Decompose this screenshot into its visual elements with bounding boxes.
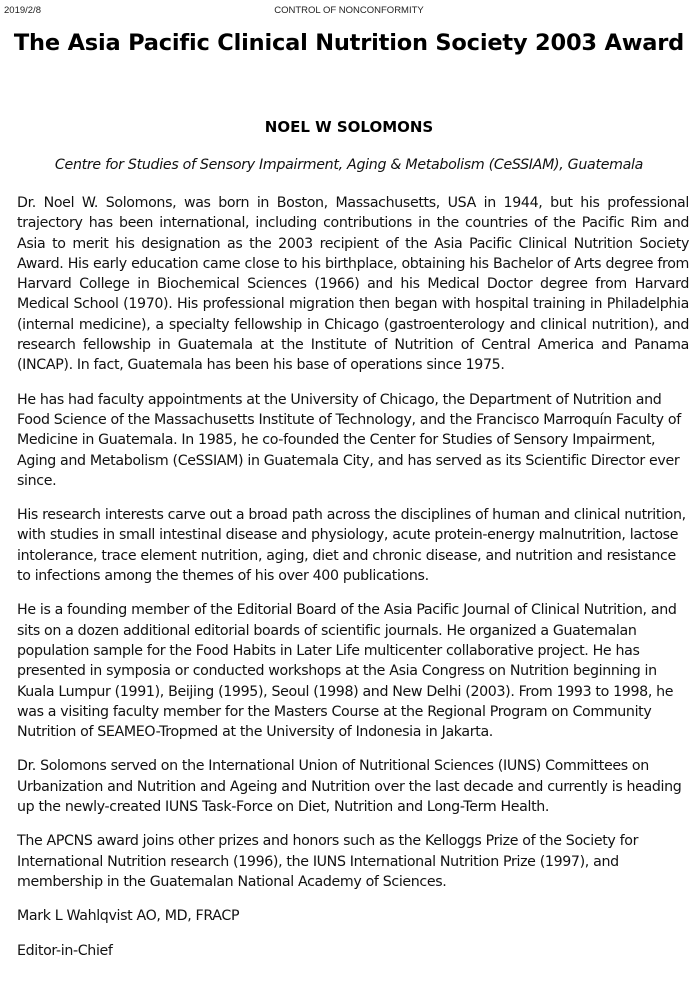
- paragraph-research: His research interests carve out a broad path across the disciplines of human and clinical nutrition, with studies in small intestinal disease and physiology, acute protein-energy malnutrition, lactose intolerance, trace element nutrition, aging, diet and chronic disease, and nutrition and resistance to infections among the themes of his over 400 publications.: [17, 507, 686, 585]
- paragraph-editorial: He is a founding member of the Editorial Board of the Asia Pacific Journal of Clinical Nutrition, and sits on a dozen additional editorial boards of scientific journals. He organized a Guatemalan population sample for the Food Habits in Later Life multicenter collaborative project. He has presented in symposia or conducted workshops at the Asia Congress on Nutrition beginning in Kuala Lumpur (1991), Beijing (1995), Seoul (1998) and New Delhi (2003). From 1993 to 1998, he was a visiting faculty member for the Masters Course at the Regional Program on Community Nutrition of SEAMEO-Tropmed at the University of Indonesia in Jakarta.: [17, 602, 677, 741]
- author-affiliation: Centre for Studies of Sensory Impairment, Aging & Metabolism (CeSSIAM), Guatemala: [54, 157, 644, 173]
- document-body: [17, 193, 689, 975]
- paragraph-iuns: Dr. Solomons served on the International Union of Nutritional Sciences (IUNS) Committees on Urbanization and Nutrition and Ageing and Nutrition over the last decade and currently is heading up the newly-created IUNS Task-Force on Diet, Nutrition and Long-Term Health.: [17, 758, 682, 816]
- paragraph-awards: The APCNS award joins other prizes and honors such as the Kelloggs Prize of the Society for International Nutrition research (1996), the IUNS International Nutrition Prize (1997), and membership in the Guatemalan National Academy of Sciences.: [17, 833, 639, 890]
- paragraph-appointments: He has had faculty appointments at the University of Chicago, the Department of Nutrition and Food Science of the Massachusetts Institute of Technology, and the Francisco Marroquín Faculty of Medicine in Guatemala. In 1985, he co-founded the Center for Studies of Sensory Impairment, Aging and Metabolism (CeSSIAM) in Guatemala City, and has served as its Scientific Director ever since.: [17, 391, 681, 489]
- print-header-title: CONTROL OF NONCONFORMITY: [274, 5, 424, 16]
- print-header: [0, 5, 698, 19]
- document-title: The Asia Pacific Clinical Nutrition Society 2003 Award: [13, 30, 685, 56]
- paragraph-biography: Dr. Noel W. Solomons, was born in Boston, Massachusetts, USA in 1944, but his professional trajectory has been international, including contributions in the countries of the Pacific Rim and Asia to merit his designation as the 2003 recipient of the Asia Pacific Clinical Nutrition Society Award. His early education came close to his birthplace, obtaining his Bachelor of Arts degree from Harvard College in Biochemical Sciences (1966) and his Medical Doctor degree from Harvard Medical School (1970). His professional migration then began with hospital training in Philadelphia (internal medicine), a specialty fellowship in Chicago (gastroenterology and clinical nutrition), and research fellowship in Guatemala at the Institute of Nutrition of Central America and Panama (INCAP). In fact, Guatemala has been his base of operations since 1975.: [17, 195, 689, 374]
- signature-name: Mark L Wahlqvist AO, MD, FRACP: [17, 908, 240, 925]
- author-name: NOEL W SOLOMONS: [264, 118, 434, 136]
- print-date: 2019/2/8: [4, 5, 41, 16]
- signature-role: Editor-in-Chief: [17, 942, 113, 959]
